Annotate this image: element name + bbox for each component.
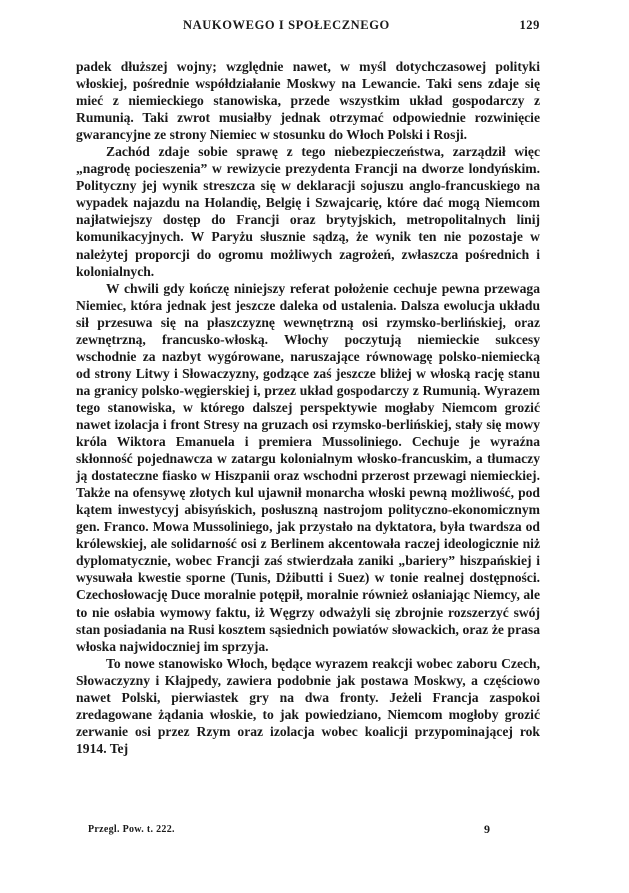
paragraph-continued: padek dłuższej wojny; względnie nawet, w myśl dotychczasowej polityki włoskiej, pośrednie współdziałanie Moskwy na Lewancie. Taki sens zdaje się mieć z niemieckiego stanowiska, przede wszystkim układ gospodarczy z Rumunią. Taki zwrot musiałby jednak otrzymać odpowiednie rozwinięcie gwarancyjne ze strony Niemiec w stosunku do Włoch Polski i Rosji.	[76, 59, 540, 143]
running-header	[76, 14, 540, 36]
paragraph: W chwili gdy kończę niniejszy referat położenie cechuje pewna przewaga Niemiec, która jednak jest jeszcze daleka od ustalenia. Dalsza ewolucja układu sił przesuwa się na płaszczyznę wewnętrzną osi rzymsko-berlińskiej, oraz zewnętrzną, francusko-włoską. Włochy poczytują niemieckie sukcesy wschodnie za nazbyt wygórowane, naruszające równowagę polsko-niemiecką od strony Litwy i Słowaczyzny, godzące zaś jeszcze bliżej w włoską rację stanu na granicy polsko-węgierskiej i, przez układ gospodarczy z Rumunią. Wyrazem tego stanowiska, w którego dalszej perspektywie mogłaby Niemcom grozić nawet izolacja i front Stresy na gruzach osi rzymsko-berlińskiej, stały się mowy króla Wiktora Emanuela i premiera Mussoliniego. Cechuje je wyraźna skłonność pojednawcza w zatargu kolonialnym włosko-francuskim, a tłumaczy ją dostateczne fiasko w Hiszpanii oraz wschodni przerost przewagi niemieckiej. Także na ofensywę złotych kul ujawnił monarcha włoski pewną możliwość, pod kątem inwestycyj abisyńskich, posłuszną nastrojom polityczno-ekonomicznym gen. Franco. Mowa Mussoliniego, jak przystało na dyktatora, była twardsza od królewskiej, ale solidarność osi z Berlinem akcentowała raczej ideologicznie niż dyplomatycznie, wobec Francji zaś stwierdzała zaniki „bariery” hiszpańskiej i wysuwała kwestie sporne (Tunis, Dżibutti i Suez) w tonie realnej dostępności. Czechosłowację Duce moralnie potępił, moralnie również osłaniając Niemcy, ale to nie osłabia wymowy faktu, iż Węgrzy odważyli się zbrojnie rozszerzyć swój stan posiadania na Rusi kosztem sąsiednich powiatów słowackich, oraz że prasa włoska najwidoczniej im sprzyja.	[76, 280, 540, 654]
running-title: NAUKOWEGO I SPOŁECZNEGO	[183, 18, 390, 32]
paragraph: To nowe stanowisko Włoch, będące wyrazem reakcji wobec zaboru Czech, Słowaczyzny i Kłajpedy, zawiera podobnie jak postawa Moskwy, a częściowo nawet Polski, pierwiastek gry na dwa fronty. Jeżeli Francja zaspokoi zredagowane żądania włoskie, to jak powiedziano, Niemcom mogłoby grozić zerwanie osi przez Rzym oraz izolacja wobec koalicji przypominającej rok 1914. Tej	[76, 655, 540, 756]
paragraph: Zachód zdaje sobie sprawę z tego niebezpieczeństwa, zarządził więc „nagrodę pocieszenia” w rewizycie prezydenta Francji na dworze londyńskim. Polityczny jej wynik streszcza się w deklaracji sojuszu anglo-francuskiego na wypadek najazdu na Holandię, Belgię i Szwajcarię, które dać mogą Niemcom najłatwiejszy dostęp do Francji oraz brytyjskich, metropolitalnych linij komunikacyjnych. W Paryżu słusznie sądzą, że wynik ten nie pozostaje w należytej proporcji do ogromu możliwych zagrożeń, zwłaszcza pośrednich i kolonialnych.	[76, 144, 540, 279]
body-text	[76, 58, 540, 757]
sheet-number: 9	[484, 822, 490, 836]
book-page	[76, 14, 540, 36]
page-footer	[88, 824, 540, 840]
printer-signature: Przegl. Pow. t. 222.	[88, 824, 175, 835]
page-number: 129	[519, 18, 540, 32]
